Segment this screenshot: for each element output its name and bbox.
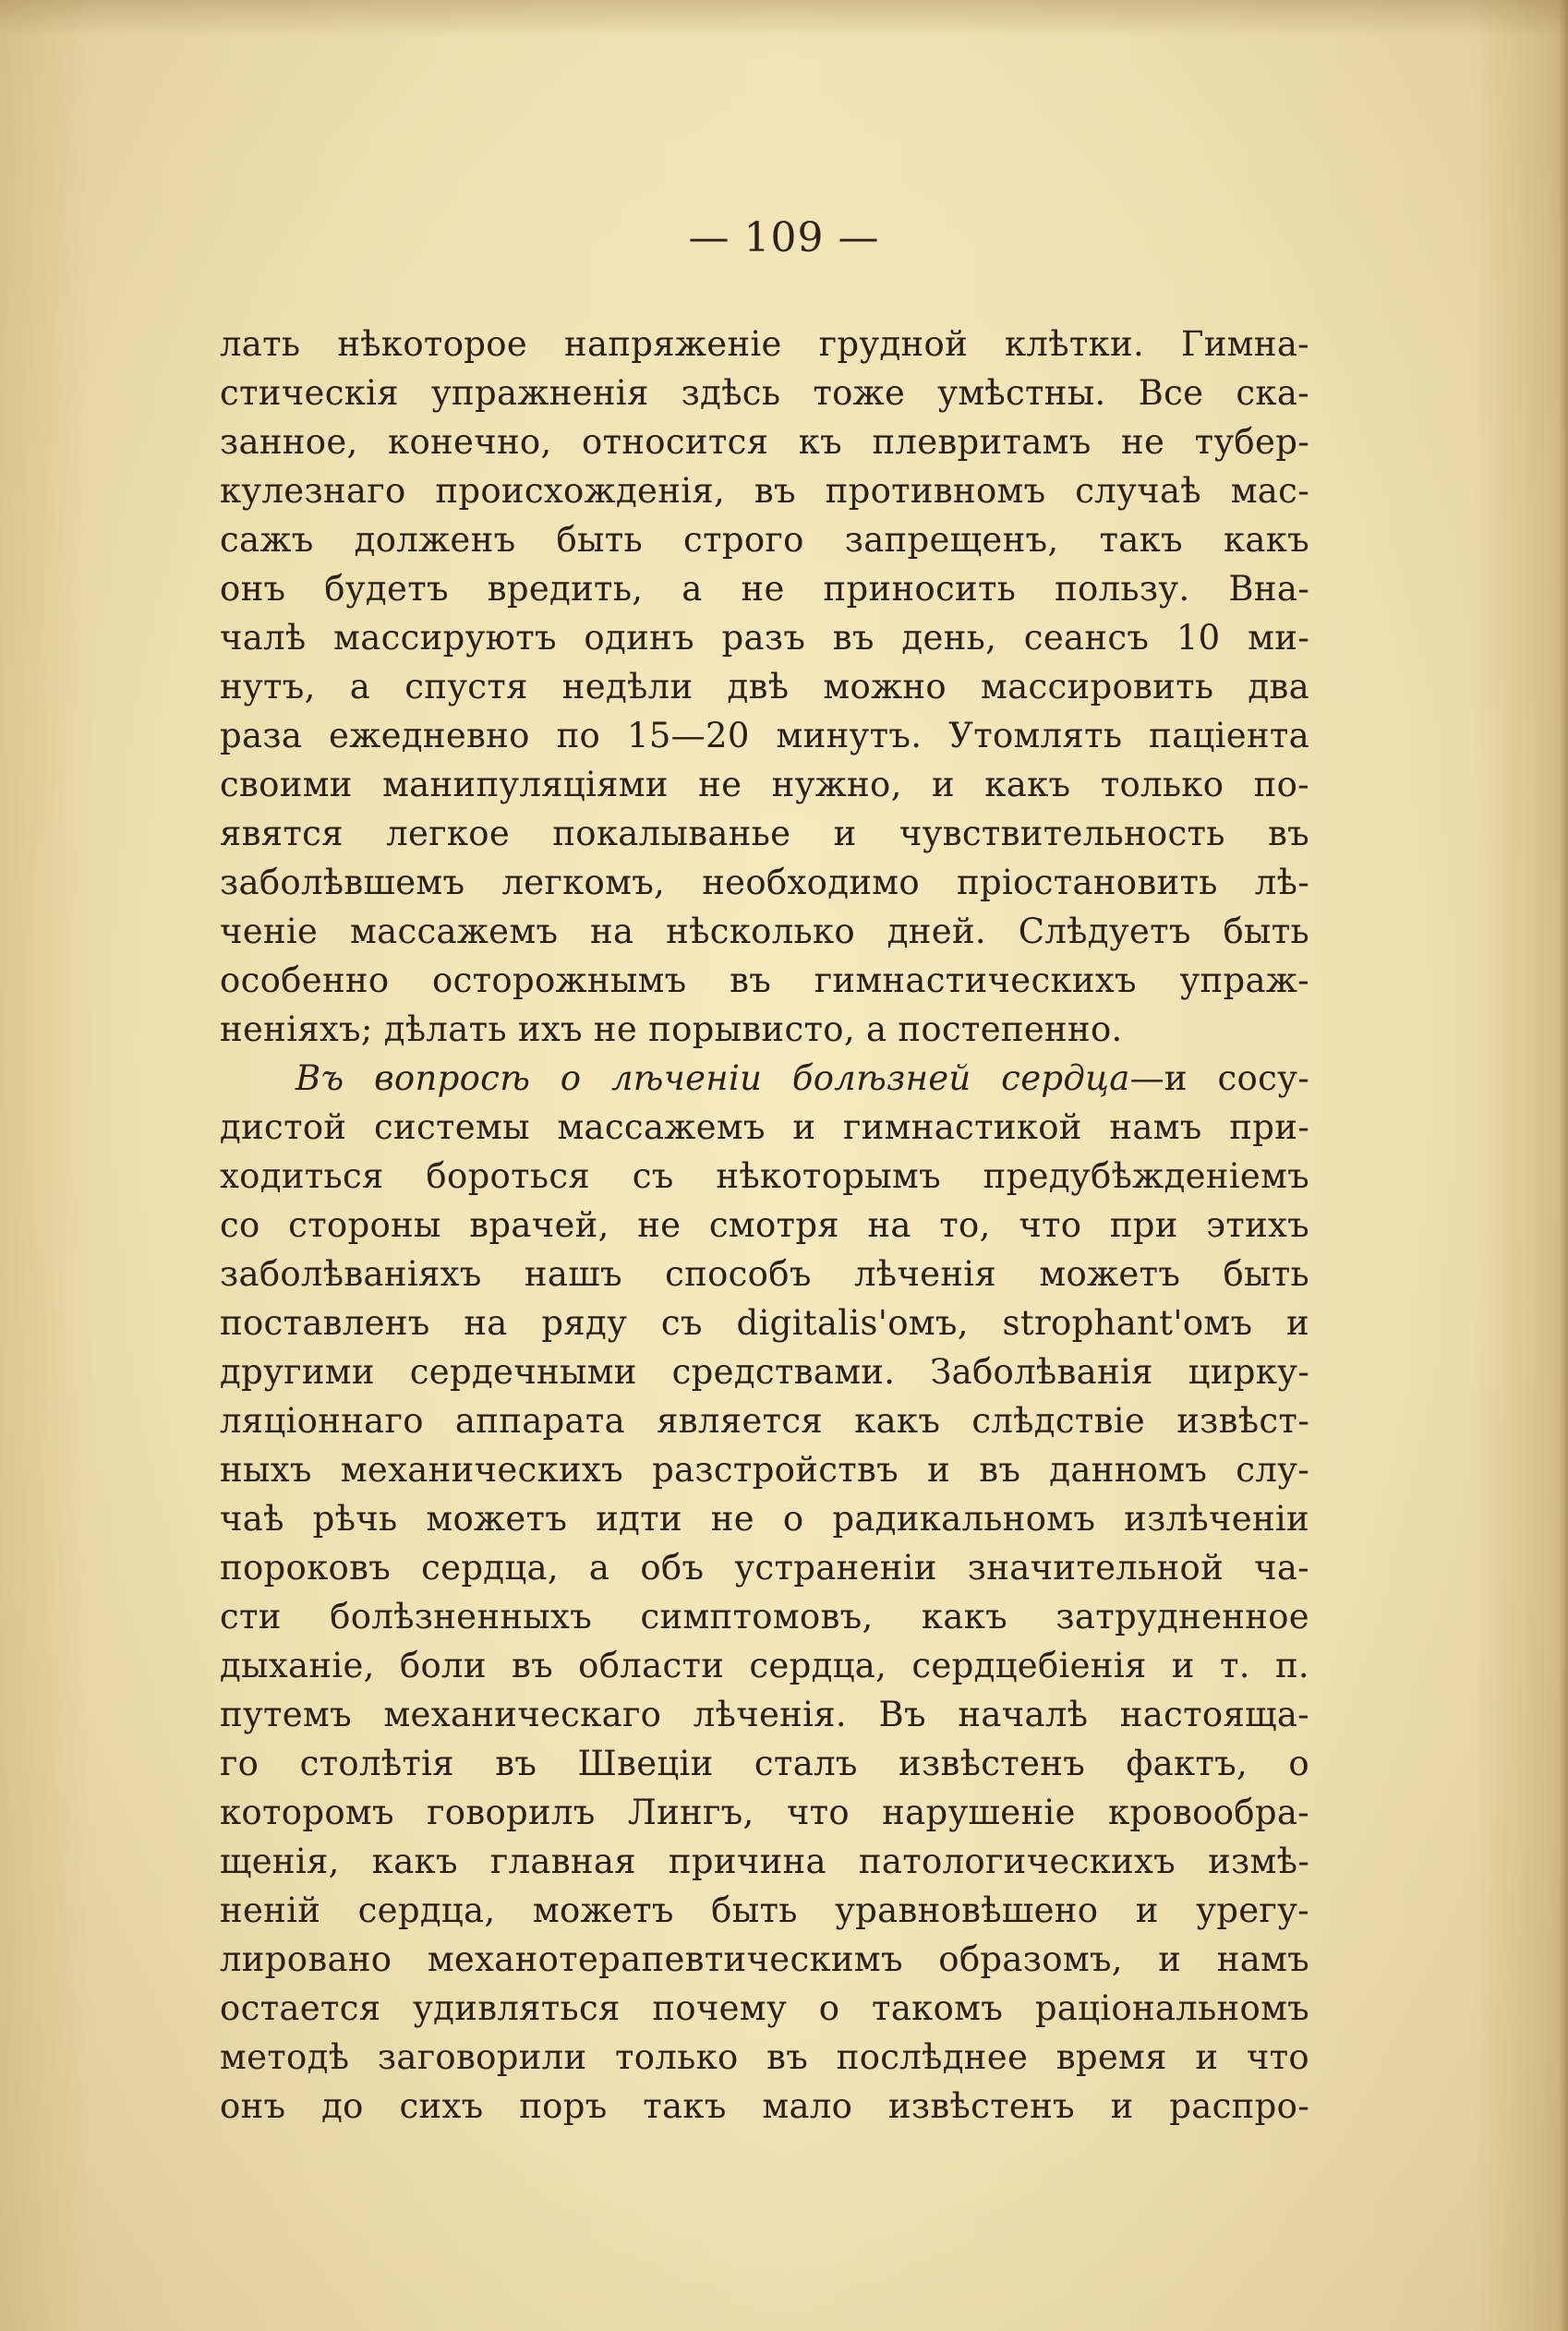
text-line: ныхъ механическихъ разстройствъ и въ данномъ слу- (220, 1450, 1309, 1490)
text-line: сажъ долженъ быть строго запрещенъ, такъ какъ (220, 520, 1309, 560)
text-line: лировано механотерапевтическимъ образомъ, и намъ (220, 1939, 1309, 1979)
text-line: чалѣ массируютъ одинъ разъ въ день, сеансъ 10 ми- (220, 618, 1309, 658)
text-line: щенія, какъ главная причина патологическихъ измѣ- (220, 1842, 1309, 1881)
text-line: методѣ заговорили только въ послѣднее время и что (220, 2037, 1309, 2077)
text-line: другими сердечными средствами. Заболѣванія цирку- (220, 1352, 1309, 1392)
paragraph-2 (220, 1054, 1309, 2131)
text-line: особенно осторожнымъ въ гимнастическихъ упраж- (220, 960, 1309, 1000)
text-line: го столѣтія въ Швеціи сталъ извѣстенъ фактъ, о (220, 1744, 1309, 1783)
text-line: остается удивляться почему о такомъ раціональномъ (220, 1988, 1309, 2028)
text-line: лать нѣкоторое напряженіе грудной клѣтки. Гимна- (220, 324, 1309, 364)
text-line: ходиться бороться съ нѣкоторымъ предубѣжденіемъ (220, 1156, 1309, 1196)
text-line: которомъ говорилъ Лингъ, что нарушеніе кровообра- (220, 1793, 1309, 1832)
text-line: сти болѣзненныхъ симптомовъ, какъ затрудненное (220, 1597, 1309, 1637)
text-line: занное, конечно, относится къ плевритамъ не тубер- (220, 422, 1309, 462)
paragraph-1 (220, 320, 1309, 1054)
text-line: ченіе массажемъ на нѣсколько дней. Слѣдуетъ быть (220, 912, 1309, 951)
text-line: явятся легкое покалыванье и чувствительность въ (220, 814, 1309, 853)
text-line-first (220, 1054, 1309, 1103)
italic-heading: Въ вопросѣ о лѣченіи болѣзней сердца (296, 1058, 1130, 1098)
text-line: заболѣваніяхъ нашъ способъ лѣченія можетъ быть (220, 1254, 1309, 1294)
text-line: дыханіе, боли въ области сердца, сердцебіенія и т. п. (220, 1646, 1309, 1685)
text-line: со стороны врачей, не смотря на то, что при этихъ (220, 1205, 1309, 1245)
body-text (220, 320, 1309, 2131)
text-line: кулезнаго происхожденія, въ противномъ случаѣ мас- (220, 471, 1309, 511)
text-line: нутъ, а спустя недѣли двѣ можно массировить два (220, 667, 1309, 707)
page-right-edge (1559, 0, 1568, 2331)
page-number: — 109 — (688, 214, 880, 261)
text-line: неніяхъ; дѣлать ихъ не порывисто, а постепенно. (220, 1009, 1123, 1049)
text-span: —и сосу- (1129, 1058, 1309, 1098)
text-line: ляціоннаго аппарата является какъ слѣдствіе извѣст- (220, 1401, 1309, 1441)
text-line: неній сердца, можетъ быть уравновѣшено и урегу- (220, 1890, 1309, 1930)
text-line: стическія упражненія здѣсь тоже умѣстны. Все ска- (220, 373, 1309, 413)
text-line: своими манипуляціями не нужно, и какъ только по- (220, 765, 1309, 804)
page-top-shadow (0, 0, 1568, 37)
text-line: чаѣ рѣчь можетъ идти не о радикальномъ излѣченіи (220, 1499, 1309, 1539)
text-line: заболѣвшемъ легкомъ, необходимо пріостановить лѣ- (220, 863, 1309, 902)
text-line: поставленъ на ряду съ digitalis'омъ, strophant'омъ и (220, 1303, 1309, 1343)
text-line: пороковъ сердца, а объ устраненіи значительной ча- (220, 1548, 1309, 1588)
text-line: онъ до сихъ поръ такъ мало извѣстенъ и распро- (220, 2086, 1309, 2126)
text-line: онъ будетъ вредить, а не приносить пользу. Вна- (220, 569, 1309, 609)
text-line: дистой системы массажемъ и гимнастикой намъ при- (220, 1107, 1309, 1147)
text-line: раза ежедневно по 15—20 минутъ. Утомлять паціента (220, 716, 1309, 755)
text-line: путемъ механическаго лѣченія. Въ началѣ настояща- (220, 1695, 1309, 1734)
